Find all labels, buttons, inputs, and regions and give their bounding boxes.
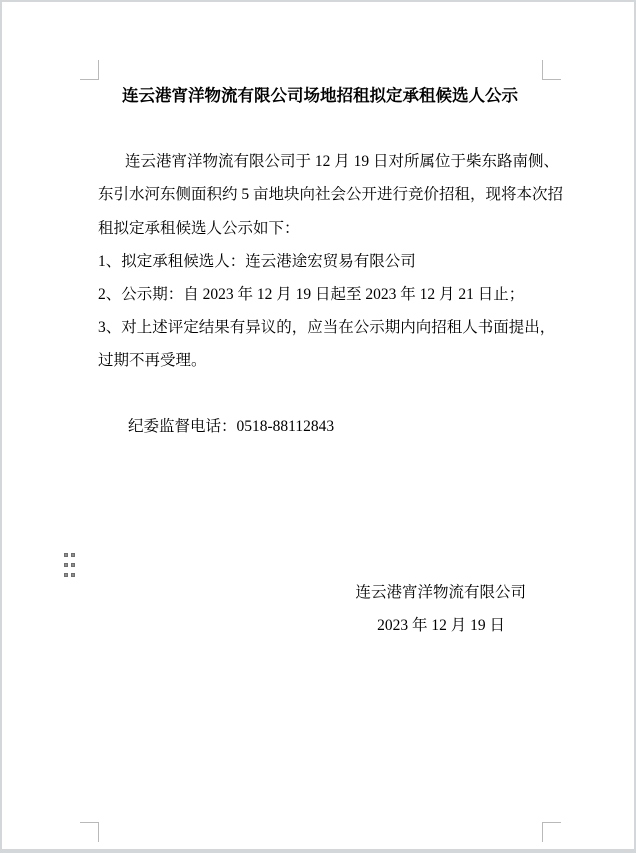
body-line-1: 连云港宵洋物流有限公司于 12 月 19 日对所属位于柴东路南侧、 xyxy=(125,153,560,170)
body-line-3: 租拟定承租候选人公示如下： xyxy=(98,220,300,237)
crop-mark-top-right-icon xyxy=(542,60,561,80)
dot xyxy=(64,573,68,577)
dot xyxy=(71,553,75,557)
body-line-objection-1: 3、对上述评定结果有异议的，应当在公示期内向招租人书面提出， xyxy=(98,319,556,336)
signature-date: 2023 年 12 月 19 日 xyxy=(377,617,505,634)
dot xyxy=(71,573,75,577)
document-title: 连云港宵洋物流有限公司场地招租拟定承租候选人公示 xyxy=(122,86,518,105)
signature-company: 连云港宵洋物流有限公司 xyxy=(355,584,526,601)
supervision-phone-line: 纪委监督电话：0518-88112843 xyxy=(128,418,335,435)
crop-mark-bottom-right-icon xyxy=(542,822,561,842)
body-line-publicity-period: 2、公示期：自 2023 年 12 月 19 日起至 2023 年 12 月 21 日止； xyxy=(98,286,525,303)
crop-mark-bottom-left-icon xyxy=(80,822,99,842)
drag-handle-dots-icon[interactable] xyxy=(64,553,75,577)
dot xyxy=(64,553,68,557)
body-line-2: 东引水河东侧面积约 5 亩地块向社会公开进行竞价招租，现将本次招 xyxy=(98,186,564,203)
dot xyxy=(64,563,68,567)
body-line-candidate: 1、拟定承租候选人：连云港途宏贸易有限公司 xyxy=(98,253,416,270)
crop-mark-top-left-icon xyxy=(80,60,99,80)
dot xyxy=(71,563,75,567)
body-line-objection-2: 过期不再受理。 xyxy=(98,352,207,369)
